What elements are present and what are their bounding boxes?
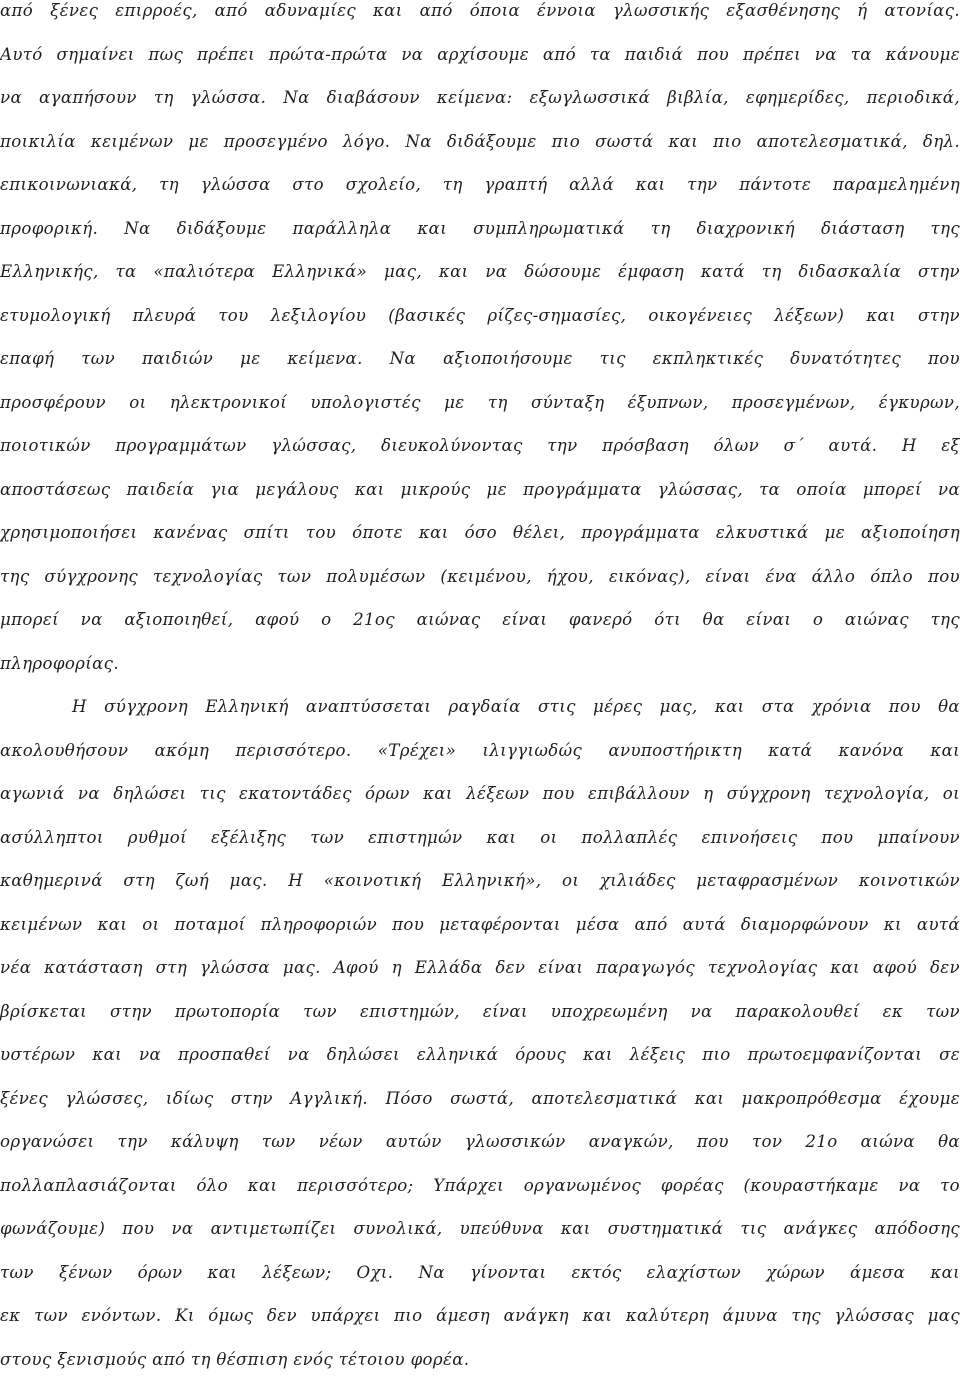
text-line: εκ των ενόντων. Κι όμως δεν υπάρχει πιο άμεση ανάγκη και καλύτερη άμυνα της γλώσσας μας <box>0 1306 960 1325</box>
text-line: οργανώσει την κάλυψη των νέων αυτών γλωσσικών αναγκών, που τον 21ο αιώνα θα <box>0 1132 960 1151</box>
text-line: ετυμολογική πλευρά του λεξιλογίου (βασικές ρίζες-σημασίες, οικογένειες λέξεων) και στην <box>0 305 960 325</box>
text-line: ποιοτικών προγραμμάτων γλώσσας, διευκολύνοντας την πρόσβαση όλων σ΄ αυτά. Η εξ <box>0 436 960 455</box>
text-line: κειμένων και οι ποταμοί πληροφοριών που μεταφέρονται μέσα από αυτά διαμορφώνουν κι αυτά <box>0 914 960 934</box>
text-line: ασύλληπτοι ρυθμοί εξέλιξης των επιστημών και οι πολλαπλές επινοήσεις που μπαίνουν <box>0 827 960 847</box>
text-line: αγωνιά να δηλώσει τις εκατοντάδες όρων και λέξεων που επιβάλλουν η σύγχρονη τεχνολογία, οι <box>0 784 960 803</box>
text-line: ακολουθήσουν ακόμη περισσότερο. «Τρέχει» ιλιγγιωδώς ανυποστήρικτη κατά κανόνα και <box>0 740 960 760</box>
text-line: αποστάσεως παιδεία για μεγάλους και μικρούς με προγράμματα γλώσσας, τα οποία μπορεί να <box>0 479 960 499</box>
text-line: να αγαπήσουν τη γλώσσα. Να διαβάσουν κείμενα: εξωγλωσσικά βιβλία, εφημερίδες, περιοδικά, <box>0 88 960 107</box>
text-line: Ελληνικής, τα «παλιότερα Ελληνικά» μας, και να δώσουμε έμφαση κατά τη διδασκαλία στην <box>0 262 960 281</box>
text-line: ξένες γλώσσες, ιδίως στην Αγγλική. Πόσο σωστά, αποτελεσματικά και μακροπρόθεσμα έχουμε <box>0 1088 960 1108</box>
text-line: μπορεί να αξιοποιηθεί, αφού ο 21ος αιώνας είναι φανερό ότι θα είναι ο αιώνας της <box>0 610 960 629</box>
paragraph-first-line: Η σύγχρονη Ελληνική αναπτύσσεται ραγδαία στις μέρες μας, και στα χρόνια που θα <box>72 697 960 716</box>
text-line: της σύγχρονης τεχνολογίας των πολυμέσων (κειμένου, ήχου, εικόνας), είναι ένα άλλο όπλο που <box>0 566 960 586</box>
text-line: πολλαπλασιάζονται όλο και περισσότερο; Υπάρχει οργανωμένος φορέας (κουραστήκαμε να το <box>0 1175 960 1195</box>
text-line: φωνάζουμε) που να αντιμετωπίζει συνολικά, υπεύθυνα και συστηματικά τις ανάγκες απόδοσης <box>0 1219 960 1238</box>
text-line: καθημερινά στη ζωή μας. Η «κοινοτική Ελληνική», οι χιλιάδες μεταφρασμένων κοινοτικών <box>0 871 960 890</box>
text-line: επικοινωνιακά, τη γλώσσα στο σχολείο, τη γραπτή αλλά και την πάντοτε παραμελημένη <box>0 175 960 194</box>
text-line: νέα κατάσταση στη γλώσσα μας. Αφού η Ελλάδα δεν είναι παραγωγός τεχνολογίας και αφού δεν <box>0 958 960 977</box>
text-line: επαφή των παιδιών με κείμενα. Να αξιοποιήσουμε τις εκπληκτικές δυνατότητες που <box>0 349 960 368</box>
text-line: στους ξενισμούς από τη θέσπιση ενός τέτοιου φορέα. <box>0 1349 470 1369</box>
text-line: βρίσκεται στην πρωτοπορία των επιστημών, είναι υποχρεωμένη να παρακολουθεί εκ των <box>0 1001 960 1021</box>
text-line: προσφέρουν οι ηλεκτρονικοί υπολογιστές με τη σύνταξη έξυπνων, προσεγμένων, έγκυρων, <box>0 392 960 412</box>
text-line: Αυτό σημαίνει πως πρέπει πρώτα-πρώτα να αρχίσουμε από τα παιδιά που πρέπει να τα κάνουμε <box>0 44 960 64</box>
text-line: πληροφορίας. <box>0 653 119 673</box>
text-line: υστέρων και να προσπαθεί να δηλώσει ελληνικά όρους και λέξεις πιο πρωτοεμφανίζονται σε <box>0 1045 960 1064</box>
text-line: ποικιλία κειμένων με προσεγμένο λόγο. Να διδάξουμε πιο σωστά και πιο αποτελεσματικά, δηλ. <box>0 131 960 151</box>
text-line: χρησιμοποιήσει κανένας σπίτι του όποτε και όσο θέλει, προγράμματα ελκυστικά με αξιοποίηση <box>0 523 960 542</box>
text-line: των ξένων όρων και λέξεων; Οχι. Να γίνονται εκτός ελαχίστων χώρων άμεσα και <box>0 1262 960 1282</box>
text-line: από ξένες επιρροές, από αδυναμίες και από όποια έννοια γλωσσικής εξασθένησης ή ατονίας. <box>0 1 960 20</box>
text-line: προφορική. Να διδάξουμε παράλληλα και συμπληρωματικά τη διαχρονική διάσταση της <box>0 218 960 238</box>
